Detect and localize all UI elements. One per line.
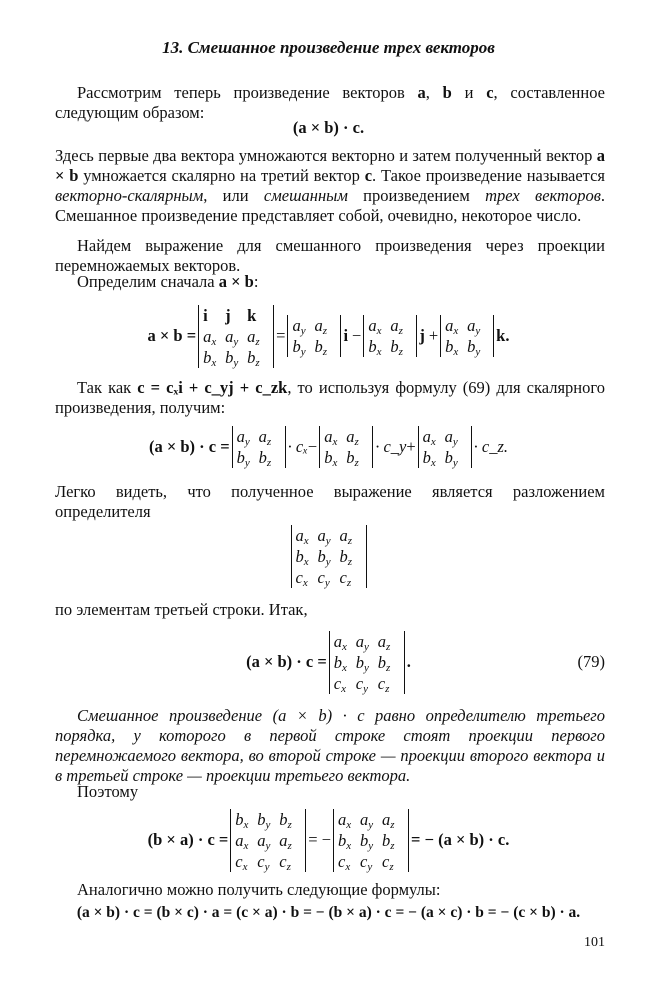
formula-bxa: (b × a) · c = $b_x$ $b_y$ $b_z$ $a_x$ $a_y$ $a_z$ $c_x$ $c_y$ $c_z$ = − $a_x$ $a_y$ $a_z$ $b_x$ $b_y$ $b_z$ $c_x$ $c_y$ $c_z$ = − (a × b) · c. (147, 809, 510, 873)
section-title: 13. Смешанное произведение трех векторов (162, 38, 495, 57)
mixed-product-expression: (a × b) · c. (292, 118, 365, 137)
minor-xz-2: $a_x$ $a_z$ $b_x$ $b_z$ (319, 426, 373, 468)
formula-cyclic: (a × b) · c = (b × c) · a = (c × a) · b = − (b × a) · c = − (a × c) · b = − (c × b) · a. (76, 904, 581, 921)
minor-yz-2: $a_y$ $a_z$ $b_y$ $b_z$ (232, 426, 286, 468)
minor-yz: $a_y$ $a_z$ $b_y$ $b_z$ (287, 315, 341, 357)
page-number: 101 (584, 935, 605, 950)
minor-xy: $a_x$ $a_y$ $b_x$ $b_y$ (440, 315, 494, 357)
paragraph-third-row: по элементам третьей строки. Итак, (55, 600, 308, 619)
determinant-abc (0, 522, 657, 590)
cross-product-formula: a × b = i j k $a_x$ $a_y$ $a_z$ $b_x$ $b_y$ $b_z$ = $a_y$ $a_z$ $b_y$ $b_z$ i − $a_x$ $a_z$ $b_x$ $b_z$ j + $a_x$ $a_y$ $b_x$ $b_y$ k. (147, 305, 510, 369)
formula-79: (a × b) · c = $a_x$ $a_y$ $a_z$ $b_x$ $b_y$ $b_z$ $c_x$ $c_y$ $c_z$ . (246, 631, 411, 695)
paragraph-therefore: Поэтому (77, 782, 139, 801)
minor-xz: $a_x$ $a_z$ $b_x$ $b_z$ (363, 315, 417, 357)
paragraph-since: Так как c = cₓi + c_yj + c_zk, то используя формулу (69) для скалярного произведения, получим: (55, 378, 605, 417)
determinant-3x3-bac: $b_x$ $b_y$ $b_z$ $a_x$ $a_y$ $a_z$ $c_x$ $c_y$ $c_z$ (230, 809, 306, 872)
paragraph-easy-to-see: Легко видеть, что полученное выражение является разложением определителя (55, 482, 605, 521)
determinant-3x3-ijk: i j k $a_x$ $a_y$ $a_z$ $b_x$ $b_y$ $b_z$ (198, 305, 274, 368)
determinant-3x3-abc: $a_x$ $a_y$ $a_z$ $b_x$ $b_y$ $b_z$ $c_x$ $c_y$ $c_z$ (291, 525, 367, 588)
equation-number: (79) (577, 652, 605, 671)
paragraph-find-expression: Найдем выражение для смешанного произведения через проекции перемножаемых векторов. (55, 236, 605, 275)
paragraph-similarly: Аналогично можно получить следующие формулы: (77, 880, 441, 899)
paragraph-definition: Здесь первые два вектора умножаются векторно и затем полученный вектор a × b умножается скалярно на третий вектор c. Такое произведение называется векторно-скалярным, или смешанным произведением трех векторов. Смешанное произведение представляет собой, очевидно, некоторое число. (55, 146, 605, 225)
paragraph-first-define: Определим сначала a × b: (77, 272, 259, 291)
minor-xy-2: $a_x$ $a_y$ $b_x$ $b_y$ (418, 426, 472, 468)
determinant-3x3-79: $a_x$ $a_y$ $a_z$ $b_x$ $b_y$ $b_z$ $c_x$ $c_y$ $c_z$ (329, 631, 405, 694)
mixed-product-expansion: (a × b) · c = $a_y$ $a_z$ $b_y$ $b_z$ · cₓ − $a_x$ $a_z$ $b_x$ $b_z$ · c_y + $a_x$ $a_y$ $b_x$ $b_y$ · c_z. (148, 427, 509, 469)
paragraph-intro: Рассмотрим теперь произведение векторов a, b и c, составленное следующим образом: (55, 83, 605, 122)
theorem-statement: Смешанное произведение (a × b) · c равно определителю третьего порядка, у которого в первой строке стоят проекции первого перемножаемого вектора, во второй строке — проекции второго вектора и в третьей строке — проекции третьего вектора. (55, 706, 605, 785)
determinant-3x3-abc-2: $a_x$ $a_y$ $a_z$ $b_x$ $b_y$ $b_z$ $c_x$ $c_y$ $c_z$ (333, 809, 409, 872)
